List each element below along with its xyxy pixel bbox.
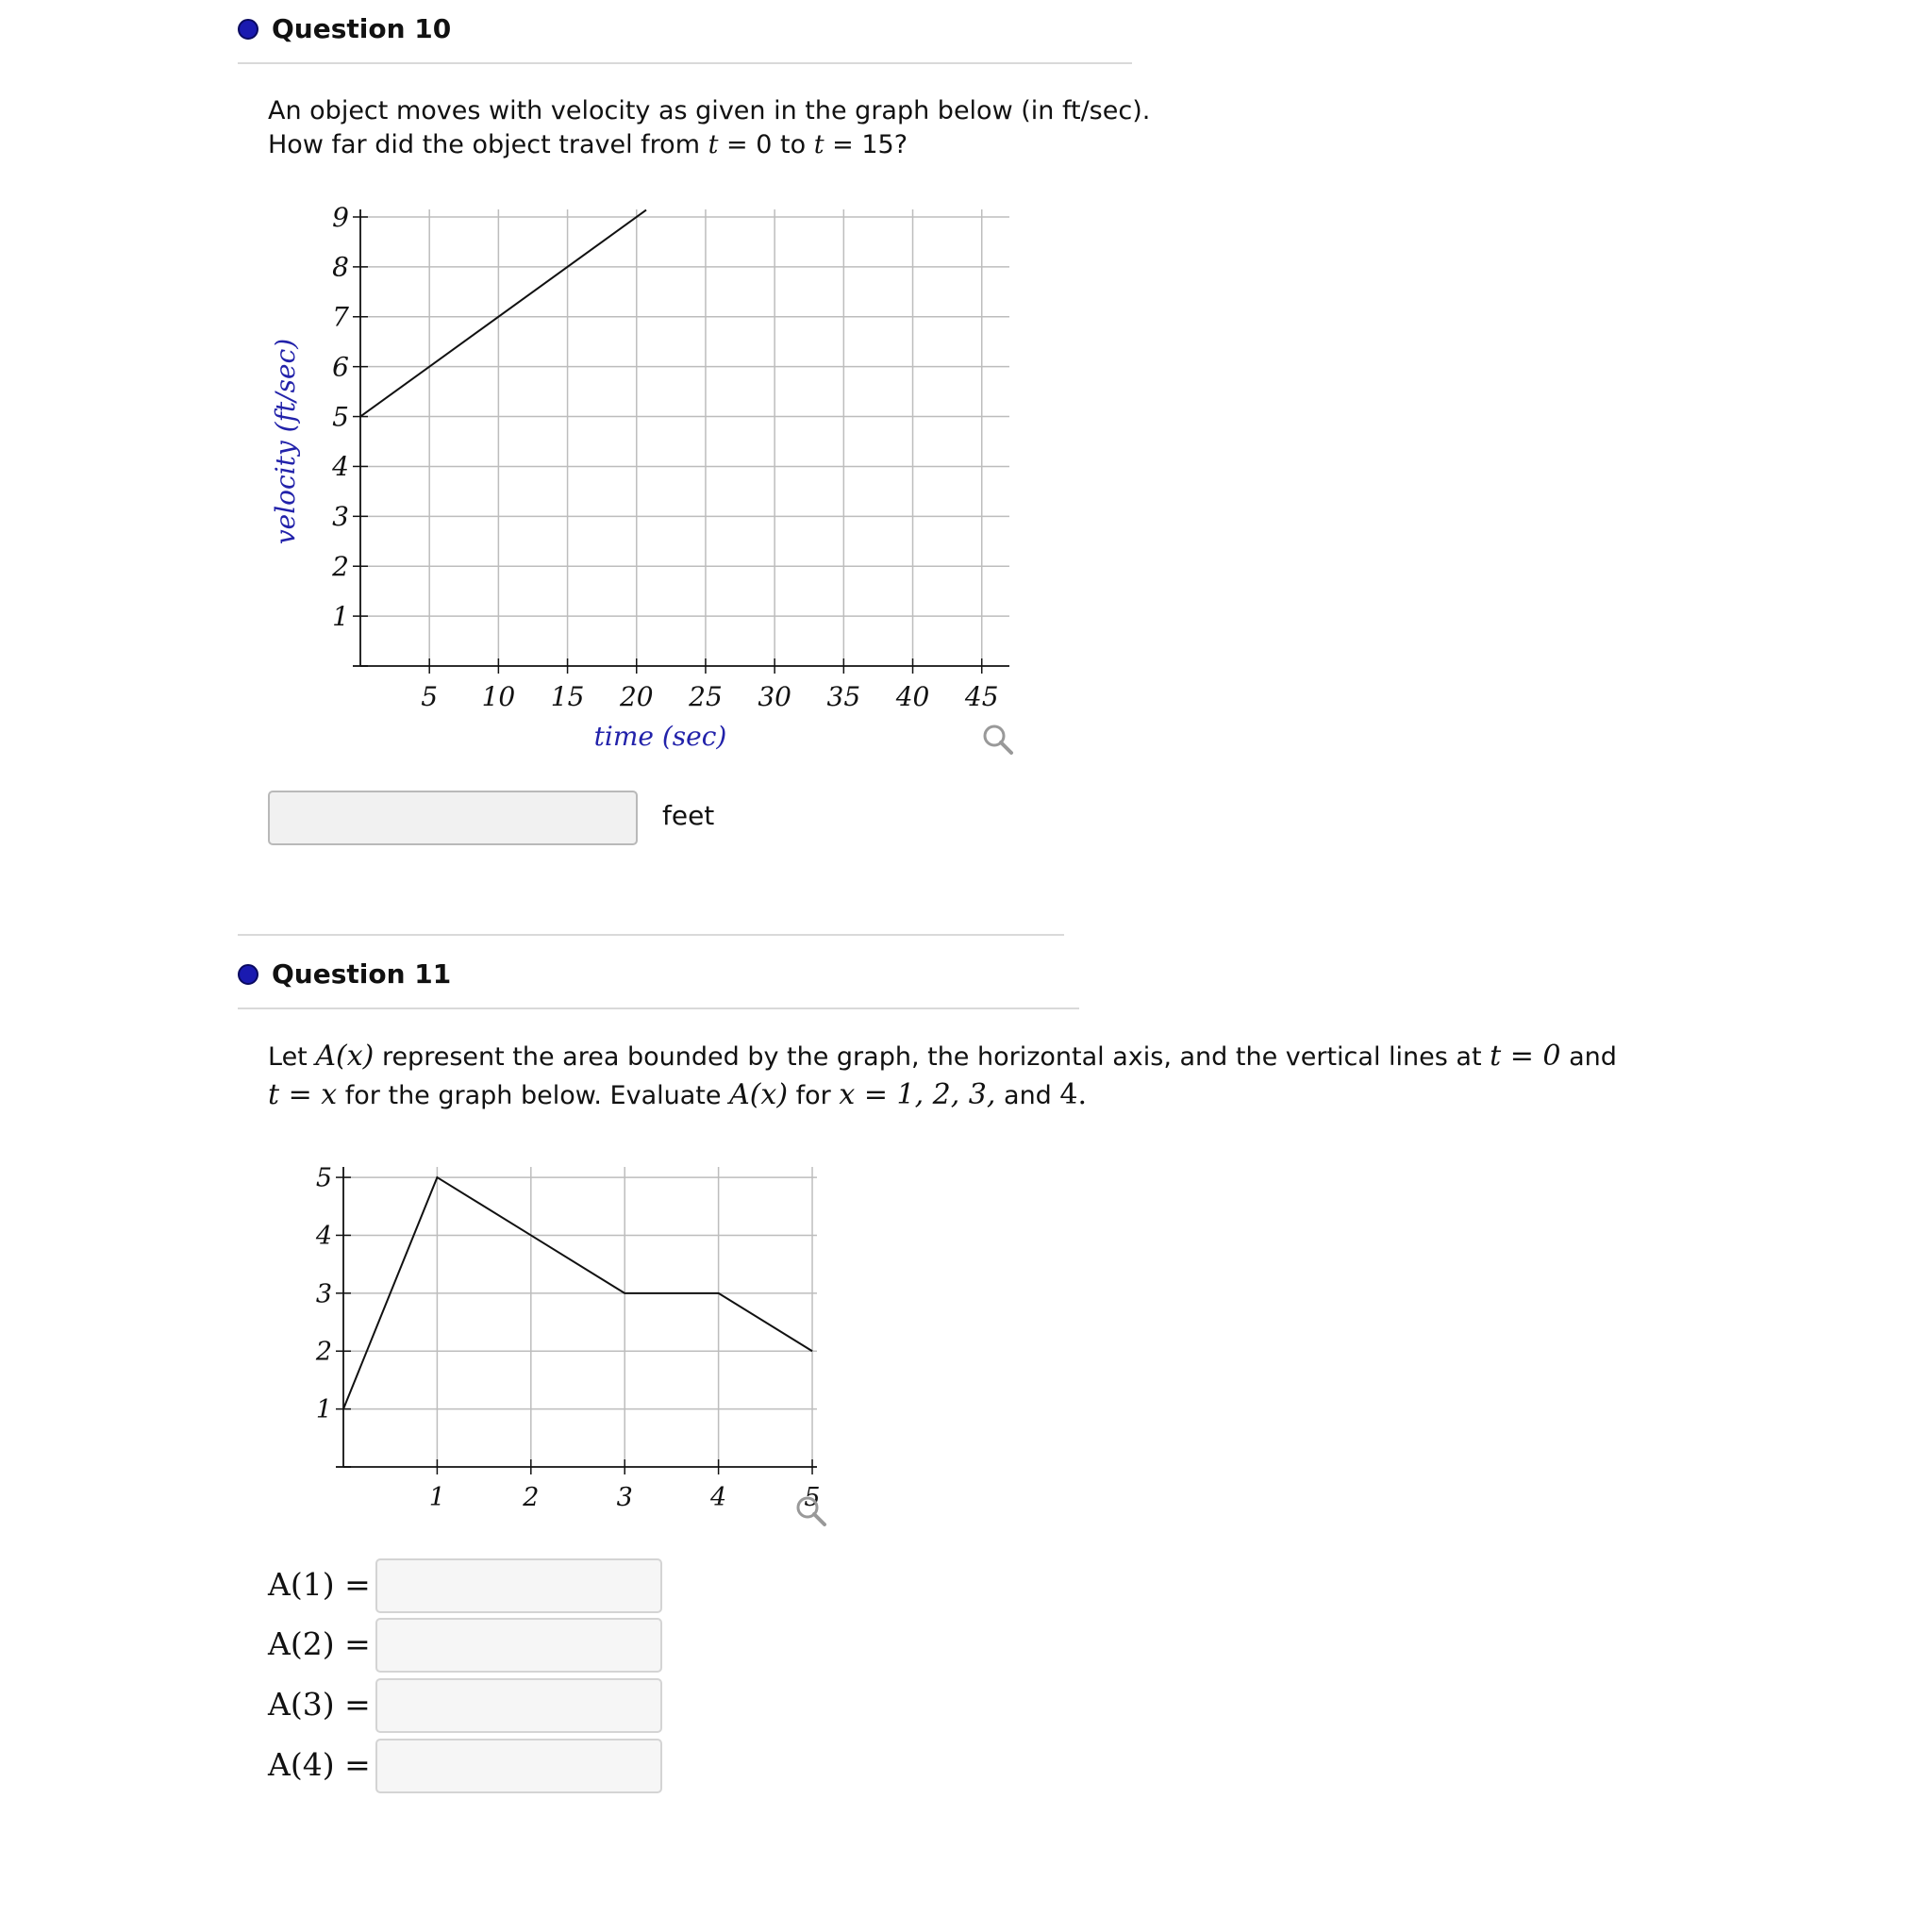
- divider: [238, 934, 1064, 936]
- x-tick-label: 45: [964, 681, 999, 712]
- x-tick-label: 25: [689, 681, 723, 712]
- series-line: [360, 210, 646, 417]
- question-text: [268, 94, 1150, 162]
- chart-series: [360, 209, 646, 416]
- y-tick-label: 9: [332, 201, 349, 233]
- math-expr: 4.: [1059, 1078, 1088, 1111]
- text-fragment: = 0 to: [718, 130, 814, 159]
- x-tick-label: 4: [710, 1483, 727, 1512]
- y-tick-label: 2: [332, 551, 349, 583]
- math-expr: t = x: [268, 1078, 338, 1111]
- x-tick-label: 5: [421, 681, 439, 712]
- text-fragment: and: [1560, 1042, 1617, 1072]
- velocity-chart: [264, 189, 1038, 774]
- y-tick-label: 1: [332, 600, 349, 632]
- answer-input-a3[interactable]: [375, 1678, 662, 1733]
- question-dot-icon: [238, 964, 258, 985]
- y-tick-label: 5: [315, 1163, 332, 1193]
- unit-label: feet: [662, 800, 715, 831]
- y-tick-label: 1: [315, 1395, 332, 1425]
- x-tick-label: 35: [826, 681, 861, 712]
- answer-label: A(2) =: [268, 1625, 371, 1662]
- text-fragment: How far did the object travel from: [268, 130, 708, 159]
- chart-ticks: [331, 202, 998, 712]
- y-tick-label: 5: [332, 401, 349, 433]
- question-text-line: [268, 1076, 1617, 1115]
- question-11-header: [238, 958, 451, 990]
- text-fragment: and: [995, 1081, 1060, 1110]
- text-fragment: for the graph below. Evaluate: [337, 1081, 730, 1110]
- divider: [238, 62, 1132, 64]
- y-tick-label: 2: [315, 1337, 332, 1367]
- answer-input-a2[interactable]: [375, 1618, 662, 1673]
- math-var: t: [708, 130, 719, 159]
- answer-label: A(3) =: [268, 1686, 371, 1723]
- math-expr: x = 1, 2, 3,: [839, 1078, 996, 1111]
- magnifier-icon[interactable]: [981, 723, 1015, 757]
- distance-answer-input[interactable]: [268, 791, 638, 845]
- question-text-line: [268, 128, 1150, 162]
- divider: [238, 1008, 1079, 1009]
- answer-input-a4[interactable]: [375, 1739, 662, 1793]
- chart-ticks: [315, 1164, 821, 1512]
- chart-grid: [360, 209, 1009, 666]
- x-tick-label: 3: [616, 1483, 633, 1512]
- text-fragment: for: [788, 1081, 840, 1110]
- x-axis-label: time (sec): [593, 721, 727, 752]
- chart-grid: [343, 1167, 817, 1467]
- question-title: Question 10: [272, 13, 452, 44]
- area-function-chart: [283, 1146, 849, 1524]
- y-axis-label: velocity (ft/sec): [270, 338, 301, 545]
- y-tick-label: 4: [332, 451, 349, 483]
- x-tick-label: 40: [895, 681, 930, 712]
- math-expr: A(x): [315, 1040, 375, 1073]
- x-tick-label: 15: [550, 681, 585, 712]
- question-text-line: An object moves with velocity as given in the graph below (in ft/sec).: [268, 96, 1151, 125]
- y-tick-label: 4: [315, 1221, 332, 1251]
- question-title: Question 11: [272, 958, 452, 990]
- math-var: t: [813, 130, 824, 159]
- math-expr: A(x): [729, 1078, 789, 1111]
- x-tick-label: 2: [523, 1483, 540, 1512]
- answer-label: A(4) =: [268, 1746, 371, 1783]
- question-text-line: [268, 1038, 1617, 1076]
- x-tick-label: 5: [804, 1483, 821, 1512]
- question-text: [268, 1038, 1617, 1115]
- answer-label: A(1) =: [268, 1566, 371, 1603]
- text-fragment: represent the area bounded by the graph, the horizontal axis, and the vertical lines at: [374, 1042, 1491, 1072]
- x-tick-label: 10: [481, 681, 516, 712]
- y-tick-label: 7: [332, 301, 349, 333]
- magnifier-icon[interactable]: [794, 1494, 828, 1528]
- x-tick-label: 30: [758, 681, 791, 712]
- x-tick-label: 1: [428, 1483, 445, 1512]
- y-tick-label: 8: [332, 251, 349, 283]
- text-fragment: Let: [268, 1042, 316, 1072]
- chart-axes: [336, 1167, 817, 1467]
- y-tick-label: 6: [332, 351, 349, 383]
- question-dot-icon: [238, 19, 258, 40]
- math-expr: t = 0: [1490, 1040, 1561, 1073]
- y-tick-label: 3: [315, 1279, 332, 1309]
- answer-input-a1[interactable]: [375, 1558, 662, 1613]
- question-10-header: [238, 13, 451, 44]
- y-tick-label: 3: [332, 501, 349, 533]
- text-fragment: = 15?: [824, 130, 908, 159]
- x-tick-label: 20: [619, 681, 654, 712]
- chart-axes: [353, 209, 1009, 666]
